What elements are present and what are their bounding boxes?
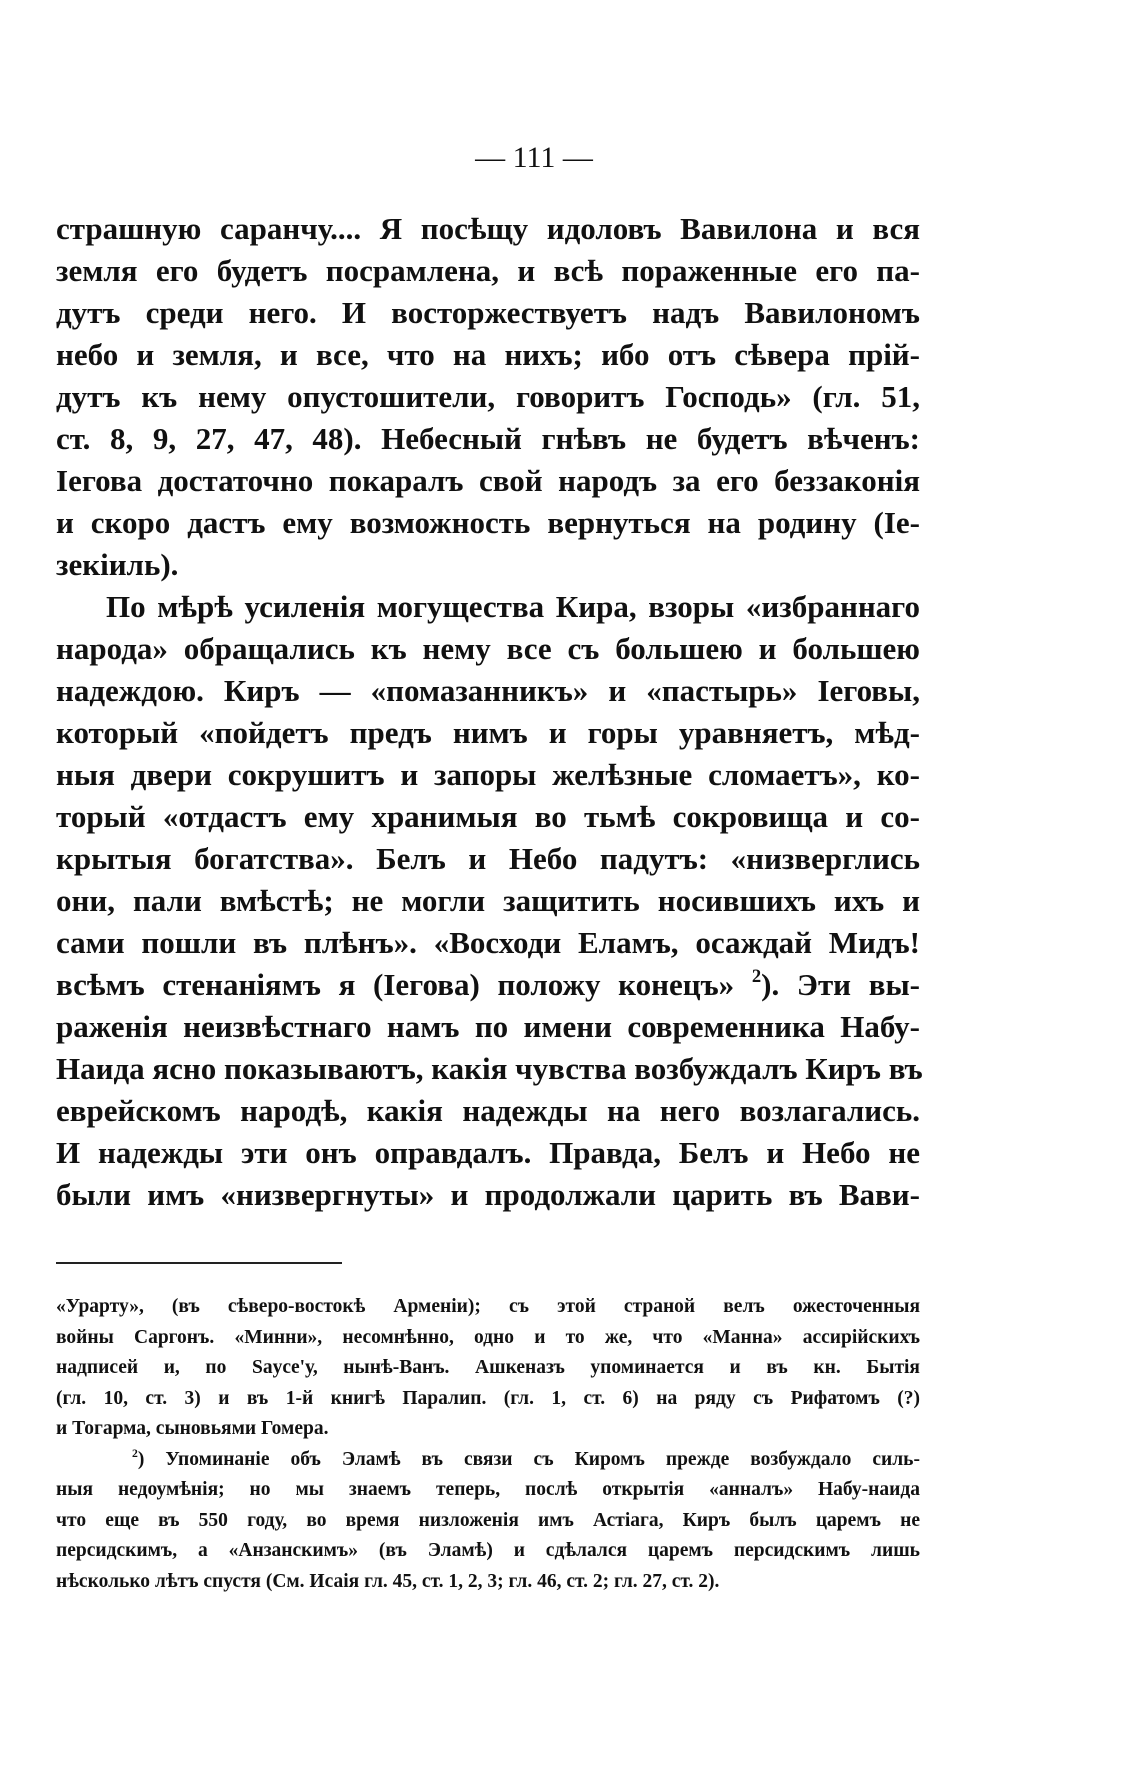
text-line: раженія неизвѣстнаго намъ по имени современника Набу- <box>56 1009 920 1044</box>
text-line: зекіиль). <box>56 547 179 582</box>
text-line: По мѣрѣ усиленія могущества Кира, взоры «избраннаго <box>106 589 920 624</box>
footnotes <box>56 1292 920 1597</box>
text-line: дутъ къ нему опустошители, говоритъ Господь» (гл. 51, <box>56 379 920 414</box>
text-line: сами пошли въ плѣнъ». «Восходи Еламъ, осаждай Мидъ! <box>56 925 920 960</box>
page-number: — 111 — <box>475 141 593 174</box>
text-line: страшную саранчу.... Я посѣщу идоловъ Вавилона и вся <box>56 211 920 246</box>
footnote-marker: 2 <box>132 1446 138 1460</box>
footnote-text: ) Упоминаніе объ Эламѣ въ связи съ Киромъ прежде возбуждало силь- <box>137 1448 920 1470</box>
text-line: дутъ среди него. И восторжествуетъ надъ Вавилономъ <box>56 295 920 330</box>
footnote-line: войны Саргонъ. «Минни», несомнѣнно, одно и то же, что «Манна» ассирійскихъ <box>56 1326 920 1348</box>
text-line-tail: ). Эти вы- <box>761 967 920 1002</box>
text-line: они, пали вмѣстѣ; не могли защитить носившихъ ихъ и <box>56 883 920 918</box>
text-line: еврейскомъ народѣ, какія надежды на него возлагались. <box>56 1093 920 1128</box>
footnote-ref: 2 <box>751 965 762 987</box>
footnote-line: «Урарту», (въ сѣверо-востокѣ Арменіи); съ этой страной велъ ожесточенныя <box>56 1296 920 1317</box>
footnote-line: персидскимъ, а «Анзанскимъ» (въ Эламѣ) и сдѣлался царемъ персидскимъ лишь <box>56 1540 920 1561</box>
text-line: ст. 8, 9, 27, 47, 48). Небесный гнѣвъ не будетъ вѣченъ: <box>56 421 920 456</box>
main-text <box>56 208 923 1216</box>
text-line: надеждою. Киръ — «помазанникъ» и «пастырь» Іеговы, <box>56 673 920 708</box>
footnote-line: что еще въ 550 году, во время низложенія имъ Астіага, Киръ былъ царемъ не <box>56 1509 920 1531</box>
text-line: небо и земля, и все, что на нихъ; ибо отъ сѣвера прій- <box>56 337 920 372</box>
footnote-line: (гл. 10, ст. 3) и въ 1-й книгѣ Паралип. (гл. 1, ст. 6) на ряду съ Рифатомъ (?) <box>56 1387 920 1409</box>
footnote-divider <box>56 1262 342 1264</box>
footnote-line <box>56 1445 920 1476</box>
text-line: и скоро дастъ ему возможность вернуться на родину (Іе- <box>56 505 920 540</box>
text-line: земля его будетъ посрамлена, и всѣ пораженные его па- <box>56 253 920 288</box>
text-line-head: всѣмъ стенаніямъ я (Іегова) положу конецъ» <box>56 967 735 1002</box>
text-line: Іегова достаточно покаралъ свой народъ за его беззаконія <box>56 463 920 498</box>
text-line: который «пойдетъ предъ нимъ и горы уравняетъ, мѣд- <box>56 715 920 750</box>
text-line: торый «отдастъ ему хранимыя во тьмѣ сокровища и со- <box>56 799 920 834</box>
text-line: были имъ «низвергнуты» и продолжали царить въ Вави- <box>56 1177 920 1212</box>
text-line: крытыя богатства». Белъ и Небо падутъ: «низверглись <box>56 841 920 876</box>
text-line <box>56 964 920 1006</box>
footnote-line: надписей и, по Sayce'у, нынѣ-Ванъ. Ашкеназъ упоминается и въ кн. Бытія <box>56 1357 920 1378</box>
footnote-line: ныя недоумѣнія; но мы знаемъ теперь, послѣ открытія «анналъ» Набу-наида <box>56 1479 920 1500</box>
text-line: И надежды эти онъ оправдалъ. Правда, Белъ и Небо не <box>56 1135 920 1170</box>
text-line: народа» обращались къ нему все съ большею и большею <box>56 631 920 666</box>
footnote-line: нѣсколько лѣтъ спустя (См. Исаія гл. 45, ст. 1, 2, 3; гл. 46, ст. 2; гл. 27, ст. 2). <box>56 1570 720 1592</box>
text-line: Наида ясно показываютъ, какія чувства возбуждалъ Киръ въ <box>56 1051 923 1086</box>
footnote-line: и Тогарма, сыновьями Гомера. <box>56 1418 329 1439</box>
text-line: ныя двери сокрушитъ и запоры желѣзные сломаетъ», ко- <box>56 757 920 792</box>
